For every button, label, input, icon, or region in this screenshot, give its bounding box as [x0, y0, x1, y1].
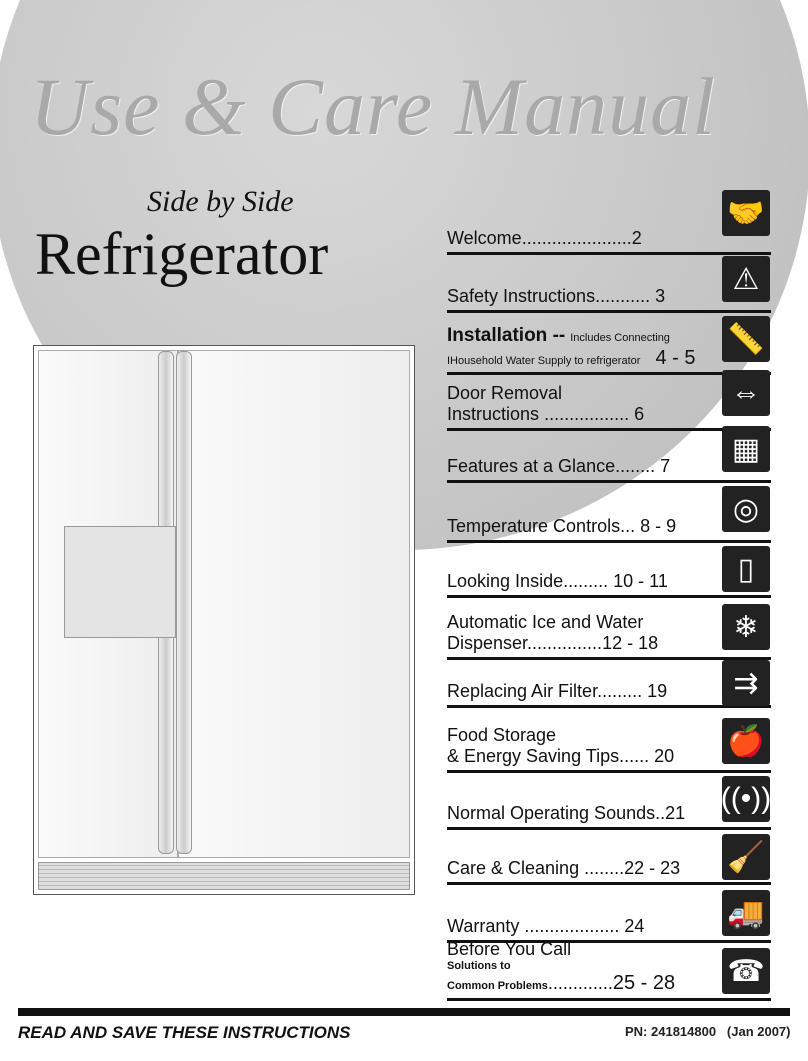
- apple-icon: 🍎: [722, 718, 770, 764]
- dispenser: [64, 526, 176, 638]
- sound-icon: ((•)): [722, 776, 770, 822]
- filter-icon: ⇉: [722, 660, 770, 706]
- footer-rule: [18, 1008, 790, 1016]
- ruler-icon: 📏: [722, 316, 770, 362]
- toc-features[interactable]: Features at a Glance........ 7: [447, 432, 771, 483]
- grill: [38, 862, 410, 890]
- product-name: Refrigerator: [35, 221, 329, 287]
- toc-welcome[interactable]: Welcome......................2: [447, 200, 771, 255]
- read-save-notice: READ AND SAVE THESE INSTRUCTIONS: [18, 1023, 351, 1042]
- dial-icon: ◎: [722, 486, 770, 532]
- toc-looking-inside[interactable]: Looking Inside......... 10 - 11: [447, 550, 771, 598]
- manual-title: Use & Care Manual: [30, 61, 716, 152]
- handle: [176, 351, 192, 854]
- toc-door-removal[interactable]: Door Removal Instructions ................. 6: [447, 376, 771, 431]
- ice-icon: ❄: [722, 604, 770, 650]
- toc-sounds[interactable]: Normal Operating Sounds..21: [447, 785, 771, 830]
- truck-icon: 🚚: [722, 890, 770, 936]
- part-number: PN: 241814800 (Jan 2007): [625, 1024, 791, 1039]
- toc-safety[interactable]: Safety Instructions........... 3: [447, 260, 771, 313]
- fridge-door: [178, 350, 410, 858]
- fridge-icon: ▯: [722, 546, 770, 592]
- handshake-icon: 🤝: [722, 190, 770, 236]
- toc-warranty[interactable]: Warranty ................... 24: [447, 898, 771, 943]
- phone-icon: ☎: [722, 948, 770, 994]
- toc-installation[interactable]: Installation -- Includes Connecting IHousehold Water Supply to refrigerator 4 - 5: [447, 316, 771, 375]
- toc-care-cleaning[interactable]: Care & Cleaning ........22 - 23: [447, 840, 771, 885]
- toc-air-filter[interactable]: Replacing Air Filter......... 19: [447, 665, 771, 708]
- double-arrow-icon: ⇔: [722, 370, 770, 416]
- toc-temperature[interactable]: Temperature Controls... 8 - 9: [447, 490, 771, 543]
- subtitle: Side by Side: [147, 185, 294, 218]
- features-icon: ▦: [722, 426, 770, 472]
- refrigerator-image: [33, 345, 415, 895]
- cleaning-icon: 🧹: [722, 834, 770, 880]
- toc-dispenser[interactable]: Automatic Ice and Water Dispenser...............12 - 18: [447, 605, 771, 660]
- warning-icon: ⚠: [722, 256, 770, 302]
- toc-before-you-call[interactable]: Before You Call Solutions to Common Problems.............25 - 28: [447, 945, 771, 1001]
- toc-food-storage[interactable]: Food Storage & Energy Saving Tips...... 20: [447, 715, 771, 773]
